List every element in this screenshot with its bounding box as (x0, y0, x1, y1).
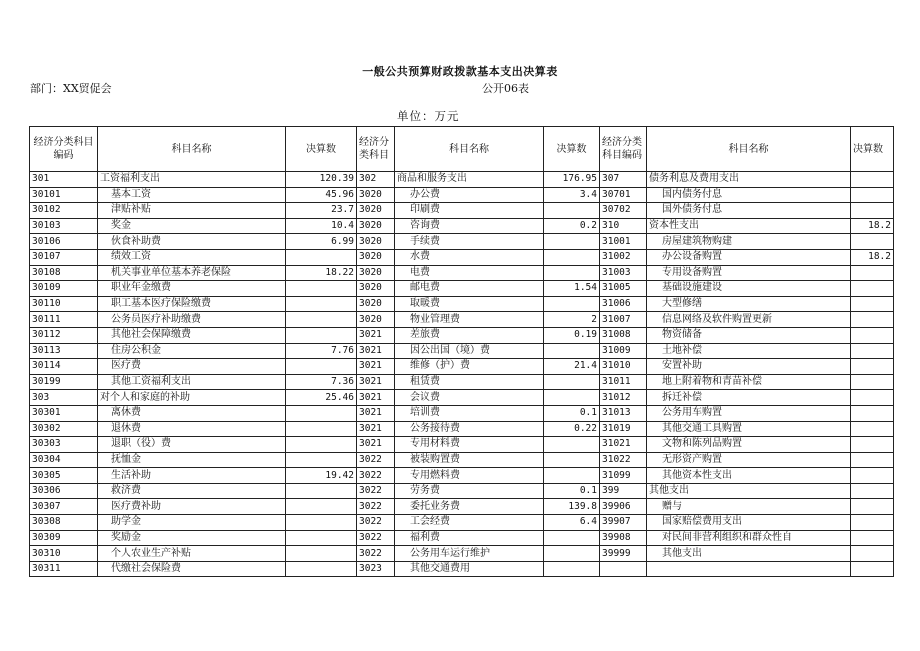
table-row (30, 312, 894, 328)
cell-amount: 10.4 (286, 218, 357, 234)
cell-econ-code: 30111 (30, 312, 98, 328)
cell-subject-name: 个人农业生产补贴 (98, 546, 286, 562)
cell-econ-code: 307 (600, 172, 647, 188)
cell-econ-code: 30112 (30, 327, 98, 343)
table-row (30, 359, 894, 375)
cell-subject-name: 职工基本医疗保险缴费 (98, 296, 286, 312)
cell-amount: 0.2 (544, 218, 600, 234)
cell-subject-name: 因公出国（境）费 (395, 343, 544, 359)
cell-subject-name: 公务接待费 (395, 421, 544, 437)
cell-econ-code: 30309 (30, 530, 98, 546)
cell-subject-name: 取暖费 (395, 296, 544, 312)
cell-subject-name: 安置补助 (647, 359, 851, 375)
cell-econ-code: 3021 (357, 374, 395, 390)
cell-amount (286, 421, 357, 437)
cell-subject-name: 差旅费 (395, 327, 544, 343)
cell-amount: 45.96 (286, 187, 357, 203)
cell-amount (851, 234, 894, 250)
cell-amount: 18.22 (286, 265, 357, 281)
cell-amount (286, 499, 357, 515)
cell-amount: 120.39 (286, 172, 357, 188)
cell-subject-name: 医疗费 (98, 359, 286, 375)
cell-econ-code: 30305 (30, 468, 98, 484)
cell-econ-code: 30306 (30, 483, 98, 499)
cell-subject-name: 咨询费 (395, 218, 544, 234)
cell-subject-name: 对民间非营利组织和群众性自 (647, 530, 851, 546)
table-row (30, 437, 894, 453)
cell-amount (851, 515, 894, 531)
cell-amount: 18.2 (851, 218, 894, 234)
cell-econ-code: 30702 (600, 203, 647, 219)
cell-subject-name: 奖励金 (98, 530, 286, 546)
cell-econ-code: 3021 (357, 327, 395, 343)
cell-amount: 139.8 (544, 499, 600, 515)
cell-econ-code: 3022 (357, 546, 395, 562)
cell-econ-code: 3020 (357, 218, 395, 234)
table-row (30, 249, 894, 265)
cell-econ-code: 31008 (600, 327, 647, 343)
table-row (30, 218, 894, 234)
cell-subject-name: 救济费 (98, 483, 286, 499)
cell-econ-code: 3020 (357, 187, 395, 203)
cell-subject-name: 培训费 (395, 405, 544, 421)
cell-amount: 19.42 (286, 468, 357, 484)
table-row (30, 172, 894, 188)
cell-econ-code: 30311 (30, 561, 98, 577)
cell-subject-name: 伙食补助费 (98, 234, 286, 250)
cell-econ-code: 30114 (30, 359, 98, 375)
cell-econ-code: 30103 (30, 218, 98, 234)
cell-subject-name: 文物和陈列品购置 (647, 437, 851, 453)
cell-econ-code: 31099 (600, 468, 647, 484)
cell-amount (544, 546, 600, 562)
table-row (30, 234, 894, 250)
report-title: 一般公共预算财政拨款基本支出决算表 (362, 65, 558, 78)
cell-subject-name: 其他工资福利支出 (98, 374, 286, 390)
table-row (30, 561, 894, 577)
cell-econ-code: 30102 (30, 203, 98, 219)
header-econ-code-2: 经济分类科目 (357, 127, 395, 172)
cell-econ-code: 30307 (30, 499, 98, 515)
cell-subject-name: 公务用车运行维护 (395, 546, 544, 562)
cell-amount (544, 203, 600, 219)
cell-econ-code: 31003 (600, 265, 647, 281)
cell-econ-code: 310 (600, 218, 647, 234)
cell-subject-name: 工资福利支出 (98, 172, 286, 188)
cell-econ-code: 31021 (600, 437, 647, 453)
cell-amount (851, 546, 894, 562)
cell-econ-code: 39907 (600, 515, 647, 531)
header-subject-name-3: 科目名称 (647, 127, 851, 172)
cell-amount (851, 437, 894, 453)
cell-econ-code: 3021 (357, 359, 395, 375)
cell-subject-name: 其他支出 (647, 546, 851, 562)
cell-econ-code: 39906 (600, 499, 647, 515)
cell-subject-name: 退休费 (98, 421, 286, 437)
cell-subject-name: 其他支出 (647, 483, 851, 499)
cell-amount (544, 468, 600, 484)
cell-amount (544, 452, 600, 468)
table-row (30, 405, 894, 421)
cell-subject-name: 房屋建筑物购建 (647, 234, 851, 250)
cell-econ-code: 31009 (600, 343, 647, 359)
cell-econ-code: 31005 (600, 281, 647, 297)
cell-subject-name: 退职（役）费 (98, 437, 286, 453)
cell-amount (286, 561, 357, 577)
cell-econ-code: 3020 (357, 312, 395, 328)
cell-subject-name: 机关事业单位基本养老保险 (98, 265, 286, 281)
cell-subject-name: 债务利息及费用支出 (647, 172, 851, 188)
table-row (30, 187, 894, 203)
table-row (30, 546, 894, 562)
cell-subject-name: 手续费 (395, 234, 544, 250)
cell-econ-code: 31019 (600, 421, 647, 437)
cell-amount (851, 374, 894, 390)
cell-econ-code: 3020 (357, 296, 395, 312)
cell-econ-code: 30101 (30, 187, 98, 203)
table-row (30, 468, 894, 484)
cell-amount (286, 437, 357, 453)
cell-econ-code: 3021 (357, 437, 395, 453)
cell-subject-name: 信息网络及软件购置更新 (647, 312, 851, 328)
cell-amount (544, 265, 600, 281)
department-label: 部门：XX贸促会 (30, 82, 112, 95)
cell-amount: 2 (544, 312, 600, 328)
cell-econ-code: 3020 (357, 249, 395, 265)
cell-amount: 7.36 (286, 374, 357, 390)
cell-subject-name: 邮电费 (395, 281, 544, 297)
cell-subject-name: 办公设备购置 (647, 249, 851, 265)
cell-amount (851, 390, 894, 406)
table-row (30, 265, 894, 281)
cell-subject-name: 资本性支出 (647, 218, 851, 234)
cell-amount (851, 296, 894, 312)
cell-amount (544, 296, 600, 312)
cell-subject-name: 国内债务付息 (647, 187, 851, 203)
cell-amount (544, 234, 600, 250)
cell-subject-name: 会议费 (395, 390, 544, 406)
cell-subject-name: 劳务费 (395, 483, 544, 499)
cell-subject-name: 津贴补贴 (98, 203, 286, 219)
cell-amount (851, 343, 894, 359)
cell-subject-name: 电费 (395, 265, 544, 281)
cell-econ-code: 30110 (30, 296, 98, 312)
cell-subject-name: 公务员医疗补助缴费 (98, 312, 286, 328)
cell-amount (851, 172, 894, 188)
cell-econ-code: 30108 (30, 265, 98, 281)
cell-subject-name: 大型修缮 (647, 296, 851, 312)
cell-amount (286, 249, 357, 265)
cell-subject-name: 被装购置费 (395, 452, 544, 468)
cell-subject-name: 国外债务付息 (647, 203, 851, 219)
cell-subject-name: 物资储备 (647, 327, 851, 343)
cell-amount (851, 187, 894, 203)
table-row (30, 203, 894, 219)
cell-econ-code: 31006 (600, 296, 647, 312)
table-row (30, 515, 894, 531)
cell-subject-name: 专用燃料费 (395, 468, 544, 484)
cell-amount: 23.7 (286, 203, 357, 219)
cell-subject-name: 生活补助 (98, 468, 286, 484)
cell-amount: 21.4 (544, 359, 600, 375)
cell-econ-code: 30301 (30, 405, 98, 421)
cell-subject-name: 办公费 (395, 187, 544, 203)
cell-econ-code: 31022 (600, 452, 647, 468)
form-number: 公开06表 (482, 82, 529, 95)
cell-subject-name: 赠与 (647, 499, 851, 515)
cell-subject-name: 抚恤金 (98, 452, 286, 468)
table-row (30, 452, 894, 468)
header-subject-name-2: 科目名称 (395, 127, 544, 172)
cell-subject-name: 租赁费 (395, 374, 544, 390)
cell-econ-code: 302 (357, 172, 395, 188)
cell-econ-code: 39999 (600, 546, 647, 562)
cell-econ-code: 3021 (357, 343, 395, 359)
table-row (30, 390, 894, 406)
cell-subject-name: 物业管理费 (395, 312, 544, 328)
table-row (30, 281, 894, 297)
cell-amount (851, 561, 894, 577)
cell-amount (851, 421, 894, 437)
cell-econ-code: 3022 (357, 530, 395, 546)
cell-econ-code: 303 (30, 390, 98, 406)
unit-label: 单位：万元 (397, 109, 460, 123)
cell-subject-name: 专用材料费 (395, 437, 544, 453)
cell-amount (286, 530, 357, 546)
cell-econ-code: 3022 (357, 483, 395, 499)
cell-econ-code: 30109 (30, 281, 98, 297)
cell-amount (851, 327, 894, 343)
cell-subject-name: 国家赔偿费用支出 (647, 515, 851, 531)
cell-amount: 3.4 (544, 187, 600, 203)
cell-econ-code: 3022 (357, 499, 395, 515)
cell-amount (544, 390, 600, 406)
cell-econ-code: 31001 (600, 234, 647, 250)
cell-amount: 1.54 (544, 281, 600, 297)
cell-econ-code: 3020 (357, 281, 395, 297)
header-amount-3: 决算数 (851, 127, 894, 172)
cell-amount: 18.2 (851, 249, 894, 265)
cell-subject-name: 拆迁补偿 (647, 390, 851, 406)
cell-amount: 176.95 (544, 172, 600, 188)
table-header-row (30, 127, 894, 172)
expenditure-table (29, 126, 894, 577)
table-row (30, 530, 894, 546)
cell-econ-code: 30199 (30, 374, 98, 390)
cell-econ-code: 3020 (357, 203, 395, 219)
cell-amount (544, 437, 600, 453)
cell-amount (544, 530, 600, 546)
cell-amount (851, 483, 894, 499)
header-subject-name: 科目名称 (98, 127, 286, 172)
cell-econ-code: 39908 (600, 530, 647, 546)
cell-amount (286, 312, 357, 328)
cell-subject-name: 职业年金缴费 (98, 281, 286, 297)
cell-amount (286, 296, 357, 312)
cell-subject-name (647, 561, 851, 577)
cell-amount (544, 343, 600, 359)
cell-amount (286, 281, 357, 297)
cell-econ-code: 30107 (30, 249, 98, 265)
cell-econ-code: 301 (30, 172, 98, 188)
cell-amount: 0.1 (544, 405, 600, 421)
cell-econ-code: 3021 (357, 421, 395, 437)
cell-subject-name: 基本工资 (98, 187, 286, 203)
cell-subject-name: 土地补偿 (647, 343, 851, 359)
cell-econ-code: 30303 (30, 437, 98, 453)
header-econ-code: 经济分类科目编码 (30, 127, 98, 172)
cell-subject-name: 印刷费 (395, 203, 544, 219)
cell-amount (286, 452, 357, 468)
cell-econ-code: 31010 (600, 359, 647, 375)
header-econ-code-3: 经济分类科目编码 (600, 127, 647, 172)
cell-econ-code (600, 561, 647, 577)
cell-econ-code: 31013 (600, 405, 647, 421)
cell-amount: 0.1 (544, 483, 600, 499)
cell-subject-name: 维修（护）费 (395, 359, 544, 375)
cell-subject-name: 代缴社会保险费 (98, 561, 286, 577)
cell-amount (286, 483, 357, 499)
table-row (30, 296, 894, 312)
cell-amount (544, 561, 600, 577)
cell-amount (851, 405, 894, 421)
cell-econ-code: 30302 (30, 421, 98, 437)
cell-amount: 7.76 (286, 343, 357, 359)
cell-econ-code: 3021 (357, 405, 395, 421)
cell-amount (286, 359, 357, 375)
table-row (30, 327, 894, 343)
cell-subject-name: 其他交通工具购置 (647, 421, 851, 437)
cell-amount (851, 452, 894, 468)
cell-subject-name: 无形资产购置 (647, 452, 851, 468)
cell-amount (851, 530, 894, 546)
cell-amount: 6.99 (286, 234, 357, 250)
cell-amount: 0.19 (544, 327, 600, 343)
cell-econ-code: 30701 (600, 187, 647, 203)
table-row (30, 374, 894, 390)
table-row (30, 499, 894, 515)
cell-amount (851, 281, 894, 297)
cell-amount (851, 265, 894, 281)
cell-amount (286, 405, 357, 421)
cell-subject-name: 其他社会保障缴费 (98, 327, 286, 343)
cell-subject-name: 水费 (395, 249, 544, 265)
cell-subject-name: 基础设施建设 (647, 281, 851, 297)
cell-econ-code: 3022 (357, 515, 395, 531)
cell-subject-name: 对个人和家庭的补助 (98, 390, 286, 406)
cell-amount (851, 468, 894, 484)
cell-subject-name: 工会经费 (395, 515, 544, 531)
cell-econ-code: 30308 (30, 515, 98, 531)
cell-subject-name: 地上附着物和青苗补偿 (647, 374, 851, 390)
cell-subject-name: 助学金 (98, 515, 286, 531)
cell-subject-name: 福利费 (395, 530, 544, 546)
cell-econ-code: 399 (600, 483, 647, 499)
table-row (30, 483, 894, 499)
cell-subject-name: 奖金 (98, 218, 286, 234)
cell-amount (851, 359, 894, 375)
table-row (30, 421, 894, 437)
cell-subject-name: 医疗费补助 (98, 499, 286, 515)
cell-econ-code: 31007 (600, 312, 647, 328)
cell-amount (286, 327, 357, 343)
cell-subject-name: 公务用车购置 (647, 405, 851, 421)
table-row (30, 343, 894, 359)
cell-subject-name: 离休费 (98, 405, 286, 421)
cell-econ-code: 3020 (357, 234, 395, 250)
cell-amount (286, 515, 357, 531)
cell-subject-name: 其他资本性支出 (647, 468, 851, 484)
cell-econ-code: 30304 (30, 452, 98, 468)
cell-subject-name: 委托业务费 (395, 499, 544, 515)
cell-econ-code: 3023 (357, 561, 395, 577)
cell-amount (851, 203, 894, 219)
cell-econ-code: 31012 (600, 390, 647, 406)
cell-amount (544, 374, 600, 390)
cell-amount (851, 499, 894, 515)
cell-amount: 25.46 (286, 390, 357, 406)
cell-econ-code: 3020 (357, 265, 395, 281)
cell-amount (286, 546, 357, 562)
cell-amount (851, 312, 894, 328)
cell-amount: 6.4 (544, 515, 600, 531)
cell-econ-code: 3022 (357, 452, 395, 468)
cell-econ-code: 3021 (357, 390, 395, 406)
cell-subject-name: 绩效工资 (98, 249, 286, 265)
cell-econ-code: 30106 (30, 234, 98, 250)
cell-econ-code: 31011 (600, 374, 647, 390)
cell-subject-name: 其他交通费用 (395, 561, 544, 577)
cell-econ-code: 30113 (30, 343, 98, 359)
cell-econ-code: 30310 (30, 546, 98, 562)
cell-econ-code: 31002 (600, 249, 647, 265)
cell-subject-name: 商品和服务支出 (395, 172, 544, 188)
cell-amount: 0.22 (544, 421, 600, 437)
cell-econ-code: 3022 (357, 468, 395, 484)
cell-subject-name: 住房公积金 (98, 343, 286, 359)
cell-amount (544, 249, 600, 265)
cell-subject-name: 专用设备购置 (647, 265, 851, 281)
header-amount-2: 决算数 (544, 127, 600, 172)
header-amount: 决算数 (286, 127, 357, 172)
